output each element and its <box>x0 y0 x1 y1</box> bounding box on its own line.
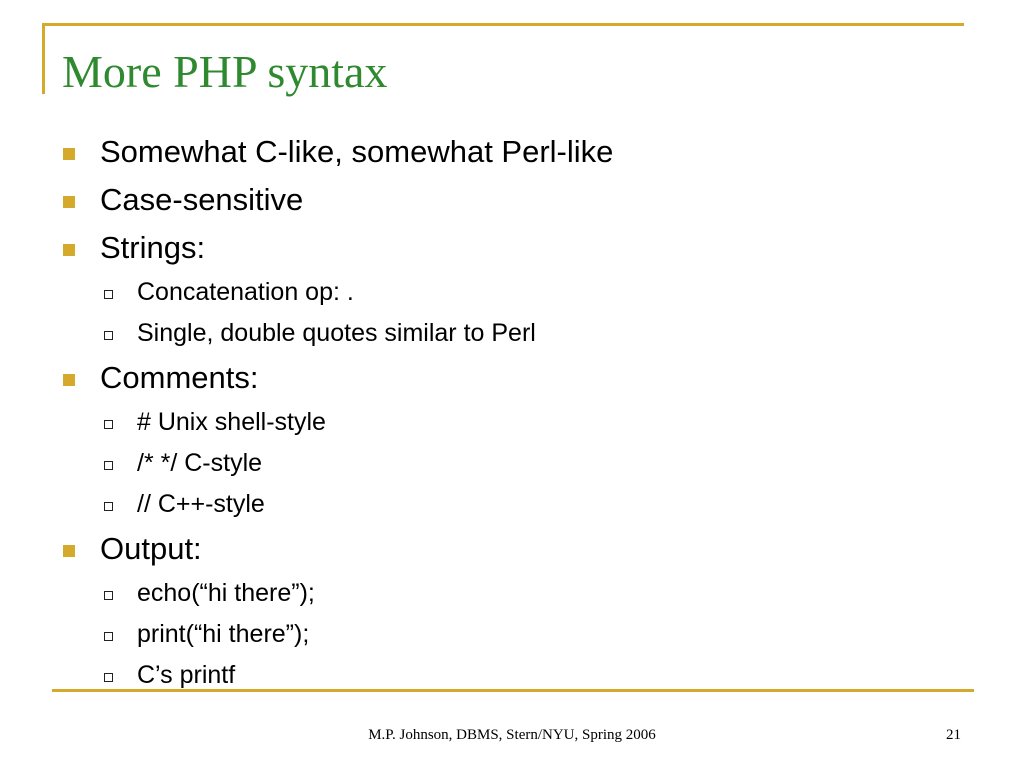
sub-bullet-text: C’s printf <box>137 661 236 689</box>
top-rule <box>42 23 964 26</box>
bullet-text: Strings: <box>100 230 206 265</box>
square-bullet-icon <box>63 244 75 256</box>
bullet-text: Output: <box>100 531 202 566</box>
hollow-square-bullet-icon <box>104 673 113 682</box>
hollow-square-bullet-icon <box>104 290 113 299</box>
hollow-square-bullet-icon <box>104 461 113 470</box>
footer-credit: M.P. Johnson, DBMS, Stern/NYU, Spring 2006 <box>368 727 656 743</box>
sub-bullet-item <box>60 402 960 443</box>
bullet-item <box>60 128 960 176</box>
sub-bullet-item <box>60 573 960 614</box>
bullet-item <box>60 224 960 272</box>
square-bullet-icon <box>63 196 75 208</box>
sub-bullet-text: echo(“hi there”); <box>137 579 315 607</box>
bottom-rule <box>52 689 974 692</box>
bullet-list <box>60 128 960 696</box>
bullet-text: Somewhat C-like, somewhat Perl-like <box>100 134 614 169</box>
sub-bullet-item <box>60 443 960 484</box>
bullet-item <box>60 354 960 402</box>
hollow-square-bullet-icon <box>104 632 113 641</box>
sub-bullet-text: # Unix shell-style <box>137 408 326 436</box>
sub-bullet-item <box>60 484 960 525</box>
sub-bullet-item <box>60 272 960 313</box>
sub-bullet-item <box>60 614 960 655</box>
sub-bullet-text: Single, double quotes similar to Perl <box>137 319 536 347</box>
hollow-square-bullet-icon <box>104 591 113 600</box>
hollow-square-bullet-icon <box>104 420 113 429</box>
sub-bullet-item <box>60 313 960 354</box>
hollow-square-bullet-icon <box>104 331 113 340</box>
sub-bullet-text: print(“hi there”); <box>137 620 310 648</box>
bullet-item <box>60 525 960 573</box>
left-rule <box>42 23 45 94</box>
page-number: 21 <box>946 727 961 743</box>
square-bullet-icon <box>63 374 75 386</box>
bullet-text: Case-sensitive <box>100 182 304 217</box>
square-bullet-icon <box>63 545 75 557</box>
sub-bullet-text: Concatenation op: . <box>137 278 354 306</box>
sub-bullet-text: /* */ C-style <box>137 449 263 477</box>
bullet-item <box>60 176 960 224</box>
slide-title: More PHP syntax <box>62 46 388 97</box>
sub-bullet-text: // C++-style <box>137 490 265 518</box>
hollow-square-bullet-icon <box>104 502 113 511</box>
bullet-text: Comments: <box>100 360 259 395</box>
square-bullet-icon <box>63 148 75 160</box>
